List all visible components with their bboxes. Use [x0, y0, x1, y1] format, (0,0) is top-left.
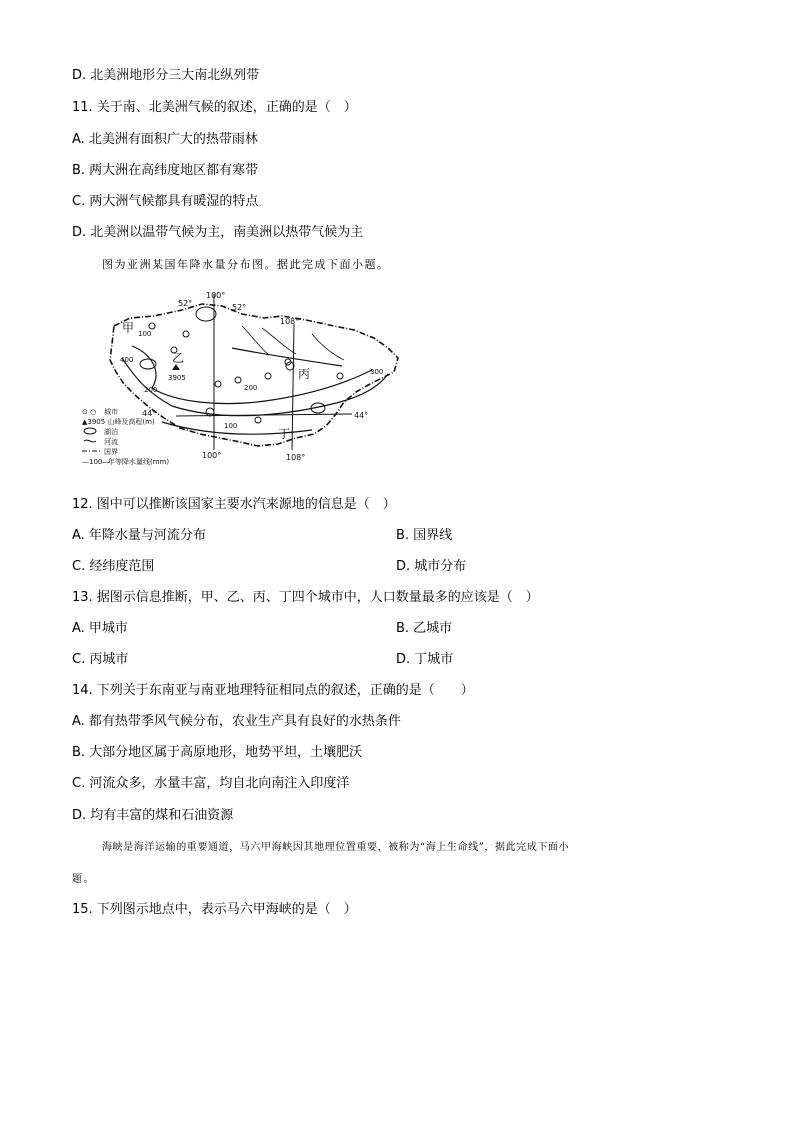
legend-item: 河流: [104, 438, 118, 446]
city-dot: [255, 417, 261, 423]
q11-option-d: D. 北美洲以温带气候为主，南美洲以热带气候为主: [72, 225, 364, 240]
city-dot: [149, 323, 155, 329]
capital-dot: [206, 408, 214, 416]
legend-item: 湖泊: [104, 428, 118, 436]
lat-label: 52°: [232, 303, 247, 312]
q12-option-b: B. 国界线: [396, 528, 453, 543]
isohyet-label: 100: [224, 422, 238, 430]
q14-option-a: A. 都有热带季风气候分布，农业生产具有良好的水热条件: [72, 714, 401, 729]
legend-item: 年等降水量线(mm): [108, 458, 170, 466]
q13-option-b: B. 乙城市: [396, 621, 453, 636]
strait-intro-line2: 题。: [72, 874, 95, 885]
lon-label: 108°: [286, 453, 306, 462]
q11-option-c: C. 两大洲气候都具有暖湿的特点: [72, 194, 259, 209]
capital-dot: [286, 362, 294, 370]
lat-label: 52°: [178, 299, 193, 308]
legend-lake-swatch: [84, 428, 96, 434]
city-label-jia: 甲: [122, 321, 135, 335]
river-3: [312, 334, 344, 360]
city-label-ding: 丁: [278, 427, 291, 441]
isohyet-label: 300: [370, 368, 384, 376]
q11-stem: 11. 关于南、北美洲气候的叙述，正确的是（ ）: [72, 100, 357, 115]
q12-option-a: A. 年降水量与河流分布: [72, 528, 206, 543]
lon-label: 100°: [202, 451, 222, 460]
strait-intro-line1: 海峡是海洋运输的重要通道，马六甲海峡因其地理位置重要，被称为“海上生命线”，据此完成下面小: [102, 842, 570, 853]
q15-stem: 15. 下列图示地点中，表示马六甲海峡的是（ ）: [72, 902, 357, 917]
lat-label: 44°: [142, 409, 157, 418]
q14-option-c: C. 河流众多，水量丰富，均自北向南注入印度洋: [72, 776, 350, 791]
q14-option-d: D. 均有丰富的煤和石油资源: [72, 808, 234, 823]
lon-label: 108°: [280, 317, 300, 326]
q12-stem: 12. 图中可以推断该国家主要水汽来源地的信息是（ ）: [72, 497, 396, 512]
city-dot: [337, 373, 343, 379]
q13-option-d: D. 丁城市: [396, 652, 454, 667]
peak-label: 3905: [168, 374, 186, 382]
q11-option-b: B. 两大洲在高纬度地区都有寒带: [72, 163, 259, 178]
isohyet-label: 100: [138, 330, 152, 338]
map-legend: [82, 407, 169, 466]
city-dot: [265, 373, 271, 379]
isohyet-label: 200: [144, 386, 158, 394]
q13-stem: 13. 据图示信息推断，甲、乙、丙、丁四个城市中，人口数量最多的应该是（ ）: [72, 590, 539, 605]
q14-stem: 14. 下列关于东南亚与南亚地理特征相同点的叙述，正确的是（ ）: [72, 683, 474, 698]
city-label-yi: 乙: [172, 351, 185, 365]
legend-river-swatch: [84, 440, 96, 442]
lon-label: 100°: [206, 291, 226, 300]
q10-option-d: D. 北美洲地形分三大南北纵列带: [72, 68, 260, 83]
legend-item: 国界: [104, 448, 118, 456]
isohyet-label: 400: [120, 356, 134, 364]
q13-option-c: C. 丙城市: [72, 652, 129, 667]
city-dot: [215, 381, 221, 387]
city-dot: [183, 331, 189, 337]
lat-label: 44°: [354, 411, 369, 420]
q12-option-d: D. 城市分布: [396, 559, 467, 574]
city-dot: [235, 377, 241, 383]
precipitation-map: [82, 288, 412, 468]
legend-prefix: —100—: [82, 458, 110, 466]
lake-1: [196, 307, 216, 321]
q11-option-a: A. 北美洲有面积广大的热带雨林: [72, 132, 258, 147]
q12-option-c: C. 经纬度范围: [72, 559, 155, 574]
legend-item: ▲3905 山峰及高程(m): [82, 418, 155, 426]
q13-option-a: A. 甲城市: [72, 621, 128, 636]
meridian-108: [292, 324, 294, 450]
isohyet-label: 200: [244, 384, 258, 392]
river-2: [262, 328, 296, 354]
river-1: [242, 326, 268, 354]
map-intro: 图为亚洲某国年降水量分布图。据此完成下面小题。: [102, 258, 390, 271]
city-label-bing: 丙: [298, 367, 311, 381]
q14-option-b: B. 大部分地区属于高原地形，地势平坦，土壤肥沃: [72, 745, 363, 760]
legend-item: 城市: [104, 408, 118, 416]
legend-prefix: ⊙ ○: [82, 408, 97, 416]
